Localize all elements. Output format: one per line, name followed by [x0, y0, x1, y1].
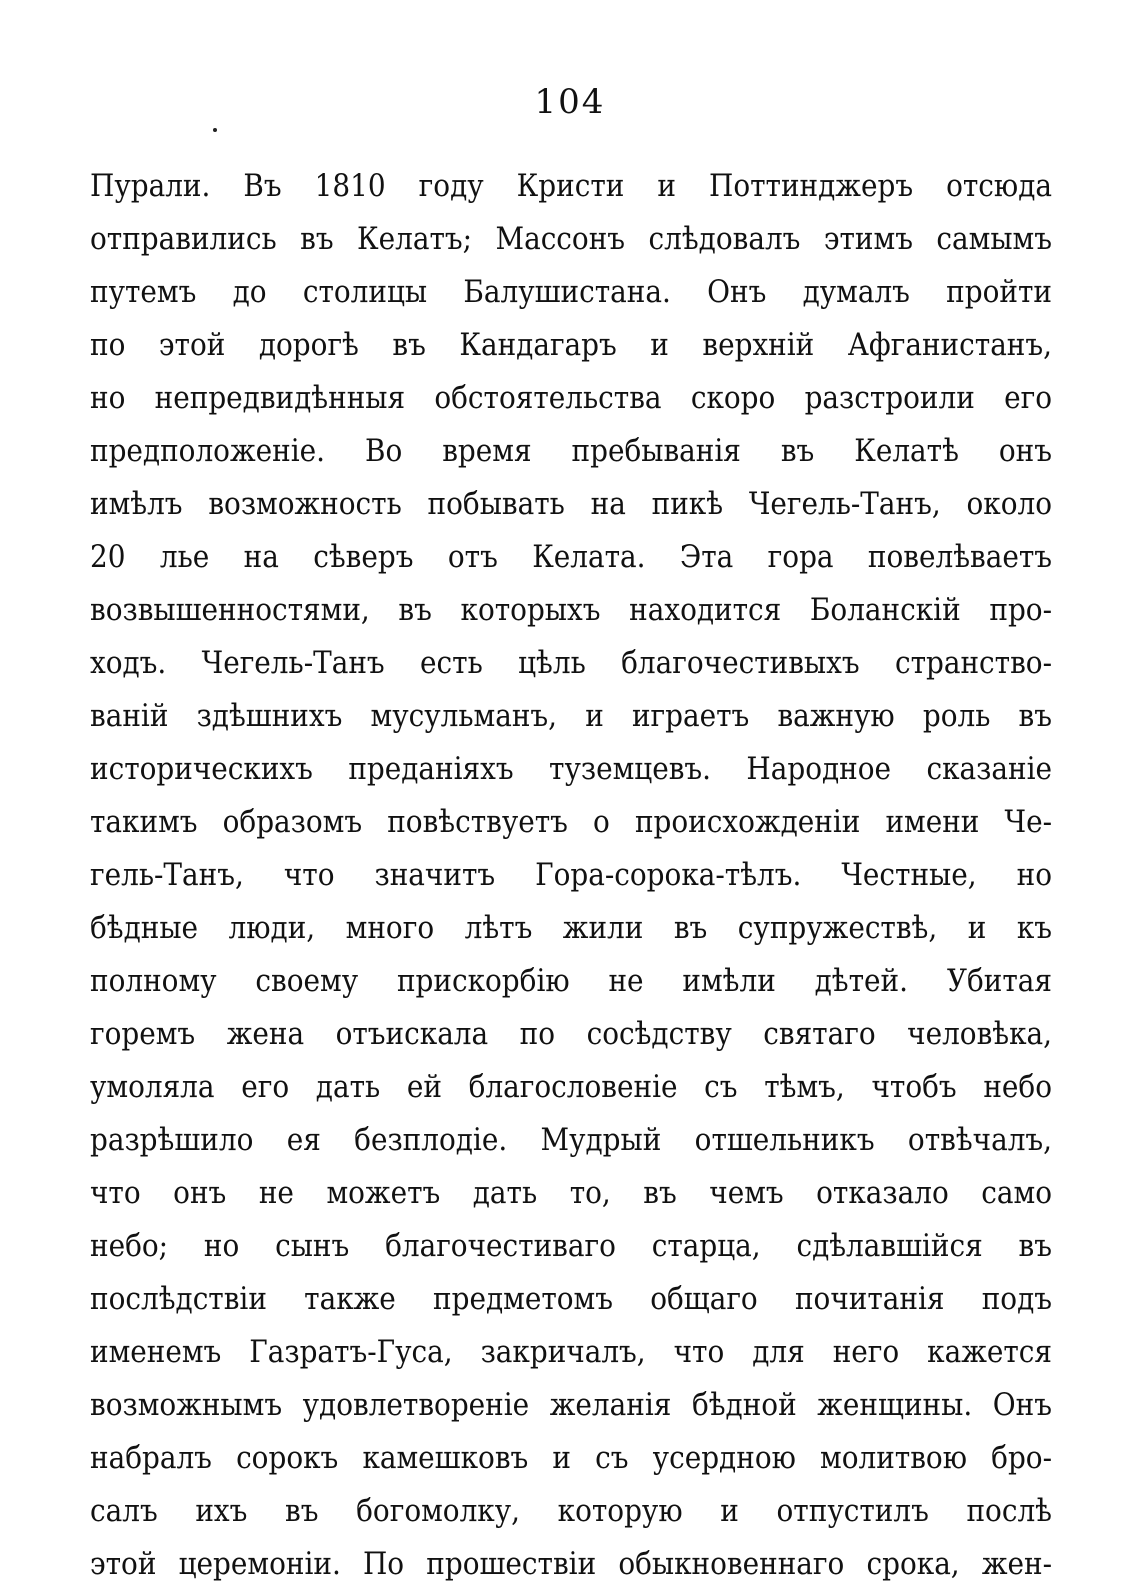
text-line: послѣдствіи также предметомъ общаго почитанія подъ	[90, 1281, 1052, 1317]
text-line: умоляла его дать ей благословеніе съ тѣмъ, чтобъ небо	[90, 1069, 1052, 1105]
text-line: разрѣшило ея безплодіе. Мудрый отшельникъ отвѣчалъ,	[90, 1122, 1052, 1158]
text-line: этой церемоніи. По прошествіи обыкновеннаго срока, жен-	[90, 1546, 1052, 1582]
text-line: 20 лье на сѣверъ отъ Келата. Эта гора повелѣваетъ	[90, 539, 1052, 575]
text-line: набралъ сорокъ камешковъ и съ усердною молитвою бро-	[90, 1440, 1052, 1476]
text-line: историческихъ преданіяхъ туземцевъ. Народное сказаніе	[90, 751, 1052, 787]
text-line: предположеніе. Во время пребыванія въ Келатѣ онъ	[90, 433, 1052, 469]
text-line: возможнымъ удовлетвореніе желанія бѣдной женщины. Онъ	[90, 1387, 1052, 1423]
text-line: по этой дорогѣ въ Кандагаръ и верхній Афганистанъ,	[90, 327, 1052, 363]
text-line: путемъ до столицы Балушистана. Онъ думалъ пройти	[90, 274, 1052, 310]
text-line: гель-Танъ, что значитъ Гора-сорока-тѣлъ. Честные, но	[90, 857, 1052, 893]
text-line: бѣдные люди, много лѣтъ жили въ супружествѣ, и къ	[90, 910, 1052, 946]
text-line: горемъ жена отъискала по сосѣдству святаго человѣка,	[90, 1016, 1052, 1052]
text-line: но непредвидѣнныя обстоятельства скоро разстроили его	[90, 380, 1052, 416]
body-text	[90, 160, 1052, 1591]
text-line: возвышенностями, въ которыхъ находится Боланскій про-	[90, 592, 1052, 628]
print-speck	[213, 128, 217, 132]
text-line: Пурали. Въ 1810 году Кристи и Поттинджеръ отсюда	[90, 168, 1052, 204]
text-line: салъ ихъ въ богомолку, которую и отпустилъ послѣ	[90, 1493, 1052, 1529]
text-line: именемъ Газратъ-Гуса, закричалъ, что для него кажется	[90, 1334, 1052, 1370]
text-line: ваній здѣшнихъ мусульманъ, и играетъ важную роль въ	[90, 698, 1052, 734]
text-line: такимъ образомъ повѣствуетъ о происхожденіи имени Че-	[90, 804, 1052, 840]
text-line: небо; но сынъ благочестиваго старца, сдѣлавшійся въ	[90, 1228, 1052, 1264]
text-line: что онъ не можетъ дать то, въ чемъ отказало само	[90, 1175, 1052, 1211]
text-line: имѣлъ возможность побывать на пикѣ Чегель-Танъ, около	[90, 486, 1052, 522]
page-number: 104	[534, 82, 606, 122]
text-line: отправились въ Келатъ; Массонъ слѣдовалъ этимъ самымъ	[90, 221, 1052, 257]
text-line: полному своему прискорбію не имѣли дѣтей. Убитая	[90, 963, 1052, 999]
text-line: ходъ. Чегель-Танъ есть цѣль благочестивыхъ странство-	[90, 645, 1052, 681]
